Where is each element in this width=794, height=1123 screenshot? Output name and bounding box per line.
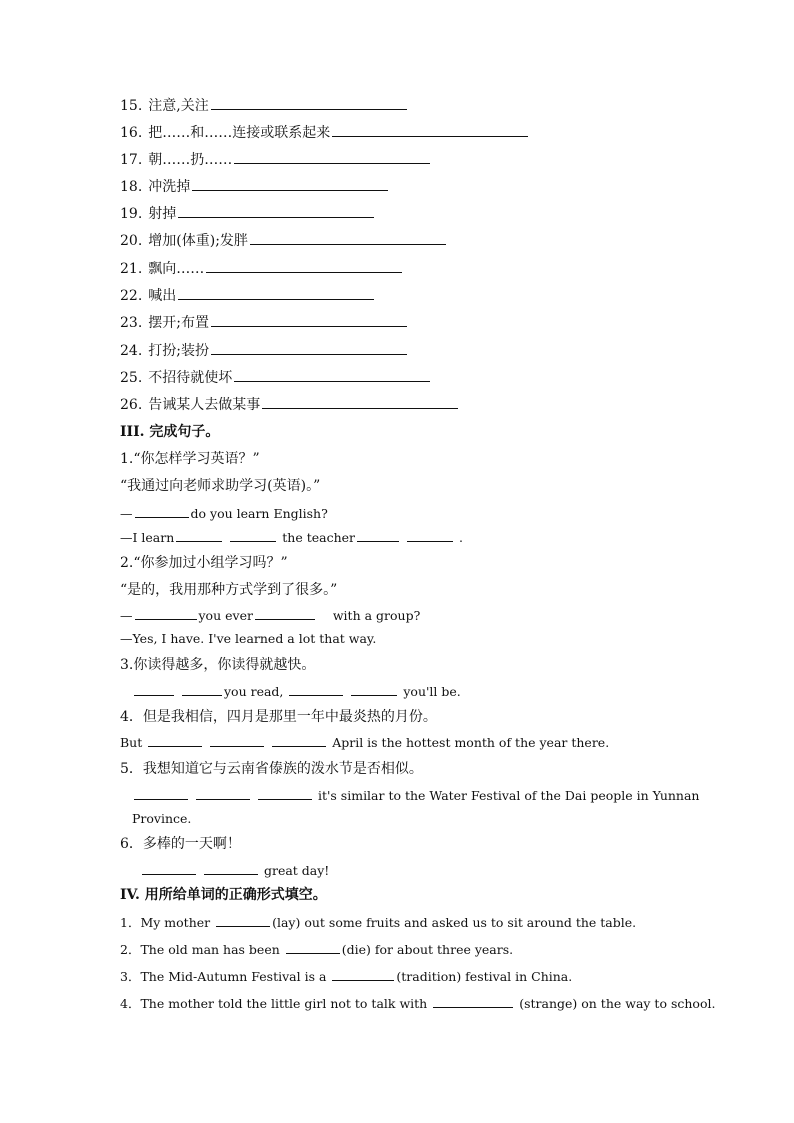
question-5-chinese: 5．我想知道它与云南省傣族的泼水节是否相似。 (120, 761, 423, 777)
vocab-item (120, 340, 409, 361)
question-1-english-b: —I learn the teacher . (120, 527, 463, 548)
section-4-title: IV. 用所给单词的正确形式填空。 (120, 887, 327, 903)
question-6-chinese: 6．多棒的一天啊！ (120, 836, 241, 852)
answer-blank[interactable] (178, 203, 374, 218)
answer-blank[interactable] (211, 312, 407, 327)
vocab-number: 22. (120, 288, 143, 304)
answer-blank[interactable] (357, 527, 399, 542)
section-3-title: III. 完成句子。 (120, 424, 220, 440)
vocab-item (120, 258, 404, 279)
answer-blank[interactable] (351, 681, 397, 696)
vocab-number: 15. (120, 98, 143, 114)
vocab-item (120, 122, 530, 143)
vocab-number: 16. (120, 125, 143, 141)
fill-in-item: 2．The old man has been (die) for about three years. (120, 939, 513, 960)
answer-blank[interactable] (234, 149, 430, 164)
vocab-text: 注意,关注 (148, 98, 209, 114)
vocab-text: 告诫某人去做某事 (148, 397, 261, 413)
vocab-text: 射掉 (148, 206, 177, 222)
answer-blank[interactable] (211, 340, 407, 355)
answer-blank[interactable] (196, 785, 250, 800)
vocab-item (120, 367, 432, 388)
question-4-english: But April is the hottest month of the year there. (120, 732, 609, 753)
vocab-item (120, 312, 409, 333)
vocab-number: 21. (120, 261, 143, 277)
answer-blank[interactable] (148, 732, 202, 747)
fill-in-item: 1．My mother (lay) out some fruits and asked us to sit around the table. (120, 912, 636, 933)
question-2-english-b: —Yes, I have. I've learned a lot that way. (120, 631, 377, 646)
vocab-number: 24. (120, 343, 143, 359)
question-6-english: great day! (140, 860, 329, 881)
vocab-text: 增加(体重);发胖 (148, 233, 248, 249)
answer-blank[interactable] (211, 95, 407, 110)
question-3-english: you read, you'll be. (132, 681, 461, 702)
vocab-text: 不招待就使坏 (148, 370, 233, 386)
fill-in-item: 4．The mother told the little girl not to talk with (strange) on the way to school. (120, 993, 715, 1014)
question-2-chinese-b: “是的，我用那种方式学到了很多。” (120, 582, 338, 598)
answer-blank[interactable] (289, 681, 343, 696)
question-4-chinese: 4．但是我相信，四月是那里一年中最炎热的月份。 (120, 709, 437, 725)
vocab-item (120, 176, 390, 197)
answer-blank[interactable] (182, 681, 222, 696)
answer-blank[interactable] (142, 860, 196, 875)
question-2-chinese-a: 2.“你参加过小组学习吗？” (120, 555, 288, 571)
answer-blank[interactable] (234, 367, 430, 382)
answer-blank[interactable] (135, 503, 189, 518)
answer-blank[interactable] (230, 527, 276, 542)
vocab-text: 打扮;装扮 (148, 343, 209, 359)
answer-blank[interactable] (134, 681, 174, 696)
vocab-number: 25. (120, 370, 143, 386)
vocab-item (120, 149, 432, 170)
answer-blank[interactable] (176, 527, 222, 542)
answer-blank[interactable] (255, 605, 315, 620)
answer-blank[interactable] (332, 966, 394, 981)
answer-blank[interactable] (262, 394, 458, 409)
answer-blank[interactable] (272, 732, 326, 747)
vocab-number: 19. (120, 206, 143, 222)
vocab-item (120, 203, 376, 224)
vocab-number: 17. (120, 152, 143, 168)
vocab-number: 26. (120, 397, 143, 413)
answer-blank[interactable] (407, 527, 453, 542)
answer-blank[interactable] (210, 732, 264, 747)
vocab-number: 20. (120, 233, 143, 249)
vocab-item (120, 95, 409, 116)
answer-blank[interactable] (216, 912, 270, 927)
answer-blank[interactable] (178, 285, 374, 300)
vocab-text: 摆开;布置 (148, 315, 209, 331)
question-5-english-continued: Province. (132, 811, 192, 826)
answer-blank[interactable] (192, 176, 388, 191)
vocab-text: 冲洗掉 (148, 179, 191, 195)
fill-in-item: 3．The Mid-Autumn Festival is a (tradition) festival in China. (120, 966, 572, 987)
vocab-text: 飘向…… (148, 261, 205, 277)
vocab-item (120, 285, 376, 306)
answer-blank[interactable] (134, 785, 188, 800)
vocab-item (120, 230, 448, 251)
question-1-chinese-b: “我通过向老师求助学习(英语)。” (120, 478, 321, 494)
answer-blank[interactable] (286, 939, 340, 954)
question-2-english-a: — you ever with a group? (120, 605, 420, 626)
answer-blank[interactable] (433, 993, 513, 1008)
question-3-chinese: 3.你读得越多，你读得就越快。 (120, 657, 316, 673)
answer-blank[interactable] (206, 258, 402, 273)
answer-blank[interactable] (258, 785, 312, 800)
answer-blank[interactable] (332, 122, 528, 137)
vocab-number: 23. (120, 315, 143, 331)
answer-blank[interactable] (204, 860, 258, 875)
question-1-english-a: — do you learn English? (120, 503, 328, 524)
answer-blank[interactable] (250, 230, 446, 245)
vocab-text: 朝……扔…… (148, 152, 233, 168)
vocab-text: 把……和……连接或联系起来 (148, 125, 331, 141)
vocab-item (120, 394, 460, 415)
answer-blank[interactable] (135, 605, 197, 620)
vocab-number: 18. (120, 179, 143, 195)
question-1-chinese-a: 1.“你怎样学习英语？” (120, 451, 260, 467)
vocab-text: 喊出 (148, 288, 177, 304)
question-5-english: it's similar to the Water Festival of the Dai people in Yunnan (132, 785, 699, 806)
